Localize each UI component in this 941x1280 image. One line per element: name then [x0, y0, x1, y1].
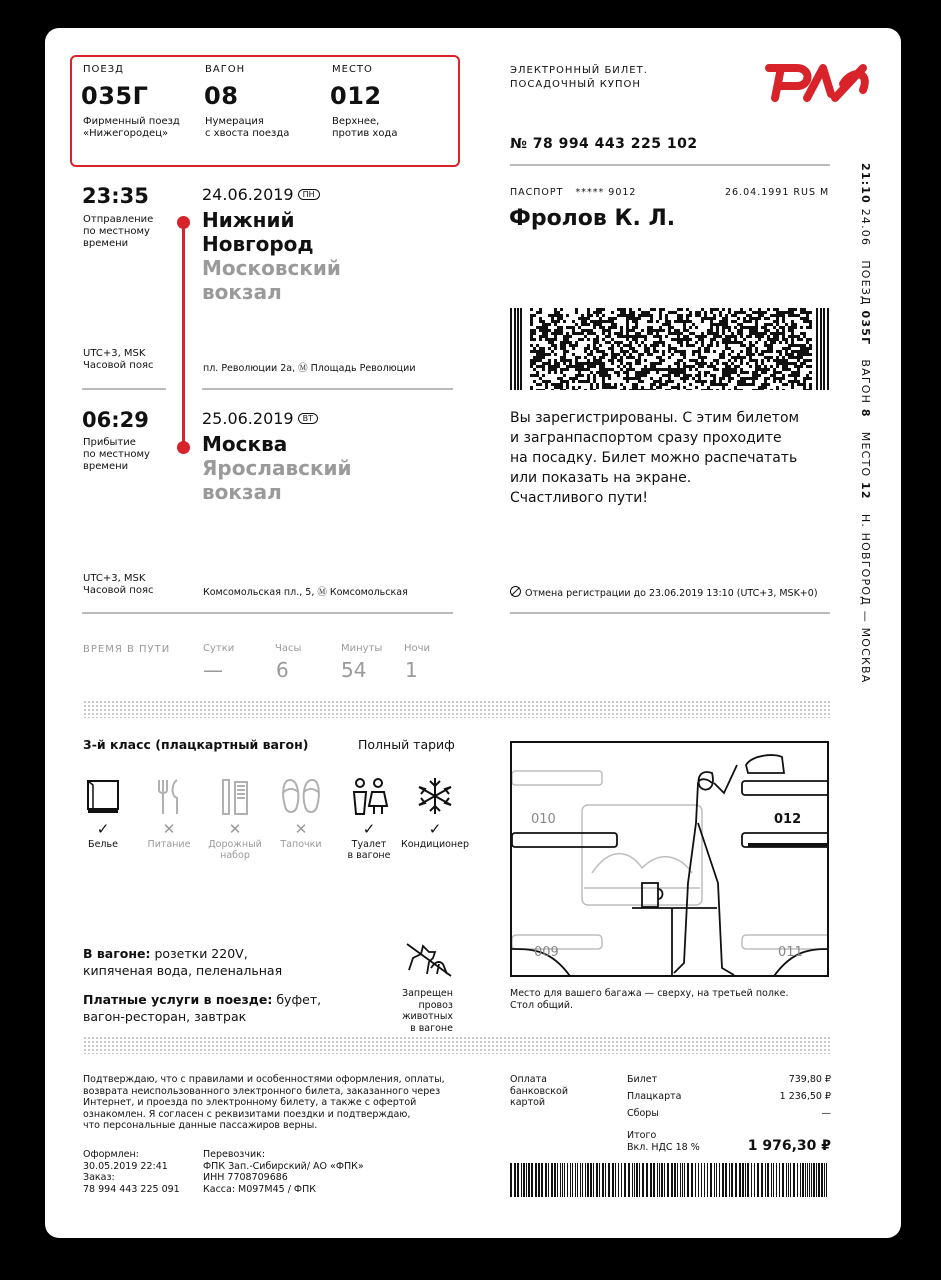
- departure-dot: [177, 216, 190, 229]
- ticket-number: № 78 994 443 225 102: [510, 136, 698, 152]
- arrival-dot: [177, 441, 190, 454]
- issued-info: Оформлен: 30.05.2019 22:41 Заказ: 78 994 443 225 091: [83, 1149, 180, 1195]
- carrier-info: Перевозчик: ФПК Зап.-Сибирский/ АО «ФПК» ИНН 7708709686 Касса: М097М45 / ФПК: [203, 1149, 364, 1195]
- arrival-time: 06:29: [82, 408, 149, 432]
- days-value: —: [203, 658, 223, 682]
- ticket-price-label: Билет: [627, 1074, 658, 1085]
- train-label: ПОЕЗД: [83, 64, 124, 75]
- days-label: Сутки: [203, 643, 235, 654]
- barcode: [510, 308, 830, 390]
- divider: [510, 612, 830, 614]
- total-value: 1 976,30 ₽: [747, 1138, 831, 1154]
- passenger-name: Фролов К. Л.: [509, 206, 676, 231]
- seat-011: 011: [778, 945, 803, 960]
- snowflake-icon: [395, 773, 475, 819]
- registration-message: Вы зарегистрированы. С этим билетом и загранпаспортом сразу проходите на посадку. Билет можно распечатать или показать на экране. Счастливого пути!: [510, 410, 800, 506]
- seat-map-illustration: [510, 741, 829, 977]
- car-label: ВАГОН: [205, 64, 246, 75]
- route-line: [182, 221, 185, 447]
- cancel-icon: [510, 586, 521, 597]
- no-pets-note: Запрещен провоз животных в вагоне: [401, 988, 453, 1034]
- fees-value: —: [821, 1108, 831, 1119]
- nights-value: 1: [405, 658, 418, 682]
- amenity-toilet: ✓ Туалет в вагоне: [329, 773, 409, 861]
- amenity-travel-kit: ✕ Дорожный набор: [195, 773, 275, 861]
- ticket-price-value: 739,80 ₽: [788, 1074, 831, 1085]
- side-strip: 21:10 24.06 ПОЕЗД 035Г ВАГОН 8 МЕСТО 12 Н. НОВГОРОД — МОСКВА: [859, 163, 872, 684]
- linear-barcode: [510, 1163, 831, 1197]
- no-pets-icon: [403, 940, 455, 984]
- seat-010: 010: [531, 812, 556, 827]
- berth-price-value: 1 236,50 ₽: [779, 1091, 831, 1102]
- car-number: 08: [204, 82, 239, 110]
- divider: [510, 164, 830, 166]
- passport: ПАСПОРТ ***** 9012: [510, 187, 637, 198]
- amenity-air-conditioning: ✓ Кондиционер: [395, 773, 475, 850]
- departure-time: 23:35: [82, 184, 149, 208]
- minutes-value: 54: [341, 658, 367, 682]
- seat-label: МЕСТО: [332, 64, 373, 75]
- minutes-label: Минуты: [341, 643, 383, 654]
- departure-address: пл. Революции 2а, Ⓜ Площадь Революции: [203, 363, 416, 374]
- berth-price-label: Плацкарта: [627, 1091, 682, 1102]
- cancel-note: Отмена регистрации до 23.06.2019 13:10 (UTC+3, MSK+0): [510, 586, 818, 600]
- seat-map-caption: Место для вашего багажа — сверху, на третьей полке. Стол общий.: [510, 988, 789, 1011]
- departure-city: Нижний Новгород Московский вокзал: [202, 208, 341, 304]
- amenity-food: ✕ Питание: [129, 773, 209, 850]
- total-label: Итого Вкл. НДС 18 %: [627, 1130, 700, 1153]
- seat-note: Верхнее, против хода: [332, 116, 398, 139]
- weekday-badge: ПН: [298, 189, 320, 200]
- birth-info: 26.04.1991 RUS M: [725, 187, 830, 198]
- tariff-label: Полный тариф: [358, 737, 455, 752]
- departure-date: 24.06.2019 ПН: [202, 185, 320, 204]
- hours-value: 6: [276, 658, 289, 682]
- in-car-services: В вагоне: розетки 220V, кипяченая вода, пеленальная: [83, 946, 283, 978]
- dotted-divider: [83, 700, 831, 718]
- train-note: Фирменный поезд «Нижегородец»: [83, 116, 180, 139]
- arrival-date: 25.06.2019 ВТ: [202, 409, 318, 428]
- divider: [82, 612, 453, 614]
- seat-number: 012: [330, 82, 382, 110]
- rzd-logo: [763, 54, 875, 110]
- seat-009: 009: [534, 945, 559, 960]
- train-number: 035Г: [81, 82, 149, 110]
- ticket-card: [45, 28, 901, 1238]
- divider: [202, 388, 453, 390]
- arrival-address: Комсомольская пл., 5, Ⓜ Комсомольская: [203, 587, 408, 598]
- seat-012: 012: [774, 812, 802, 827]
- nights-label: Ночи: [404, 643, 431, 654]
- departure-timezone: UTC+3, MSK Часовой пояс: [83, 348, 154, 371]
- departure-note: Отправление по местному времени: [83, 214, 154, 249]
- payment-method: Оплата банковской картой: [510, 1074, 568, 1108]
- weekday-badge: ВТ: [298, 413, 318, 424]
- paid-services: Платные услуги в поезде: буфет, вагон-ресторан, завтрак: [83, 992, 322, 1024]
- car-note: Нумерация с хвоста поезда: [205, 116, 290, 139]
- arrival-city: Москва Ярославский вокзал: [202, 432, 352, 504]
- hours-label: Часы: [275, 643, 302, 654]
- document-title: ЭЛЕКТРОННЫЙ БИЛЕТ. ПОСАДОЧНЫЙ КУПОН: [510, 65, 648, 90]
- duration-label: ВРЕМЯ В ПУТИ: [83, 644, 171, 655]
- train-car-seat-box: [70, 55, 460, 167]
- amenity-bedding: ✓ Белье: [63, 773, 143, 850]
- legal-text: Подтверждаю, что с правилами и особенностями оформления, оплаты, возврата неиспользованного электронного билета, заказанного через Интернет, и проезда по электронному билету, а также с офертой ознакомлен. Я согласен с реквизитами поездки и подтверждаю, что персональные данные пассажиров верны.: [83, 1074, 445, 1131]
- class-label: 3-й класс (плацкартный вагон): [83, 737, 309, 752]
- arrival-timezone: UTC+3, MSK Часовой пояс: [83, 573, 154, 596]
- divider: [82, 388, 166, 390]
- fees-label: Сборы: [627, 1108, 659, 1119]
- arrival-note: Прибытие по местному времени: [83, 437, 150, 472]
- amenity-slippers: ✕ Тапочки: [261, 773, 341, 850]
- dotted-divider: [83, 1036, 831, 1054]
